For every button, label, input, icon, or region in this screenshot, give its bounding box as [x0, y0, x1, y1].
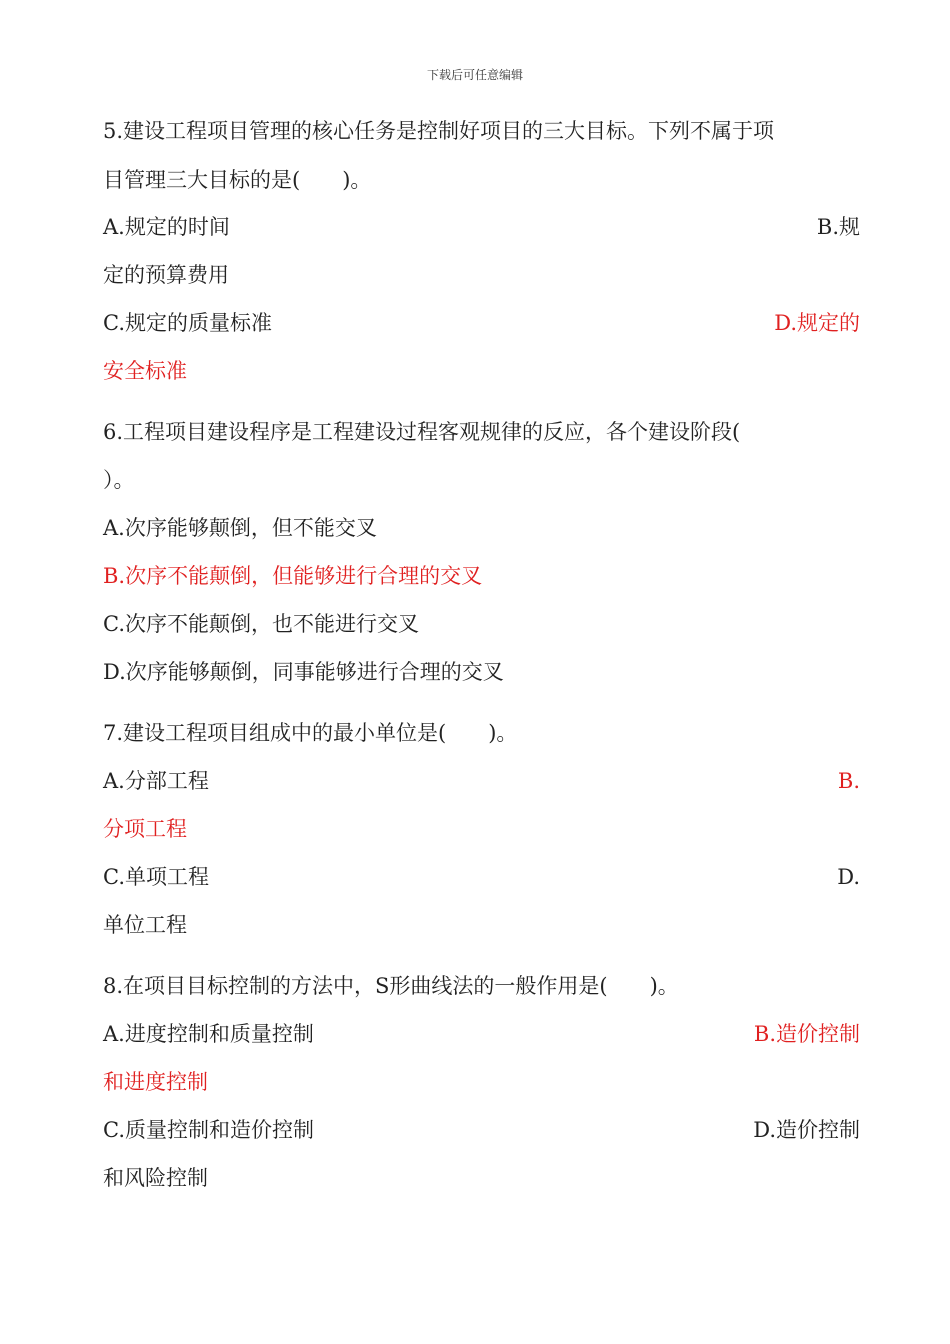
question-8-option-c: C.质量控制和造价控制 — [103, 1118, 314, 1142]
question-5-option-a: A.规定的时间 — [103, 215, 230, 239]
question-7-stem: 7.建设工程项目组成中的最小单位是( )。 — [103, 721, 518, 745]
question-5-option-c: C.规定的质量标准 — [103, 311, 272, 335]
question-6-option-d: D.次序能够颠倒，同事能够进行合理的交叉 — [103, 660, 504, 684]
question-8-option-d-start: D.造价控制 — [753, 1118, 860, 1142]
question-8-option-d-end: 和风险控制 — [103, 1166, 208, 1190]
question-7-option-b-start: B. — [837, 769, 860, 793]
question-6-stem-line-1: 6.工程项目建设程序是工程建设过程客观规律的反应，各个建设阶段( — [103, 420, 741, 444]
question-6-option-c: C.次序不能颠倒，也不能进行交叉 — [103, 612, 419, 636]
question-7-option-b-end: 分项工程 — [103, 817, 187, 841]
question-7-option-a: A.分部工程 — [103, 769, 209, 793]
question-8-option-a: A.进度控制和质量控制 — [103, 1022, 314, 1046]
question-7-option-c: C.单项工程 — [103, 865, 209, 889]
question-5-option-d-start: D.规定的 — [774, 311, 860, 335]
question-5-stem-line-2: 目管理三大目标的是( )。 — [103, 168, 372, 192]
page-header: 下载后可任意编辑 — [426, 68, 523, 82]
question-6-stem-line-2: ）。 — [103, 468, 135, 492]
question-5-option-b-start: B.规 — [816, 215, 860, 239]
question-7-option-d-start: D. — [837, 865, 860, 889]
question-5-option-d-end: 安全标准 — [103, 359, 187, 383]
question-6-option-b: B.次序不能颠倒，但能够进行合理的交叉 — [103, 564, 483, 588]
question-6-option-a: A.次序能够颠倒，但不能交叉 — [103, 516, 377, 540]
question-8-option-b-end: 和进度控制 — [103, 1070, 208, 1094]
question-7-option-d-end: 单位工程 — [103, 913, 187, 937]
question-5-stem-line-1: 5.建设工程项目管理的核心任务是控制好项目的三大目标。下列不属于项 — [103, 119, 775, 143]
question-5-option-b-end: 定的预算费用 — [103, 263, 229, 287]
question-8-option-b-start: B.造价控制 — [753, 1022, 860, 1046]
question-8-stem: 8.在项目目标控制的方法中，S形曲线法的一般作用是( )。 — [103, 974, 679, 998]
